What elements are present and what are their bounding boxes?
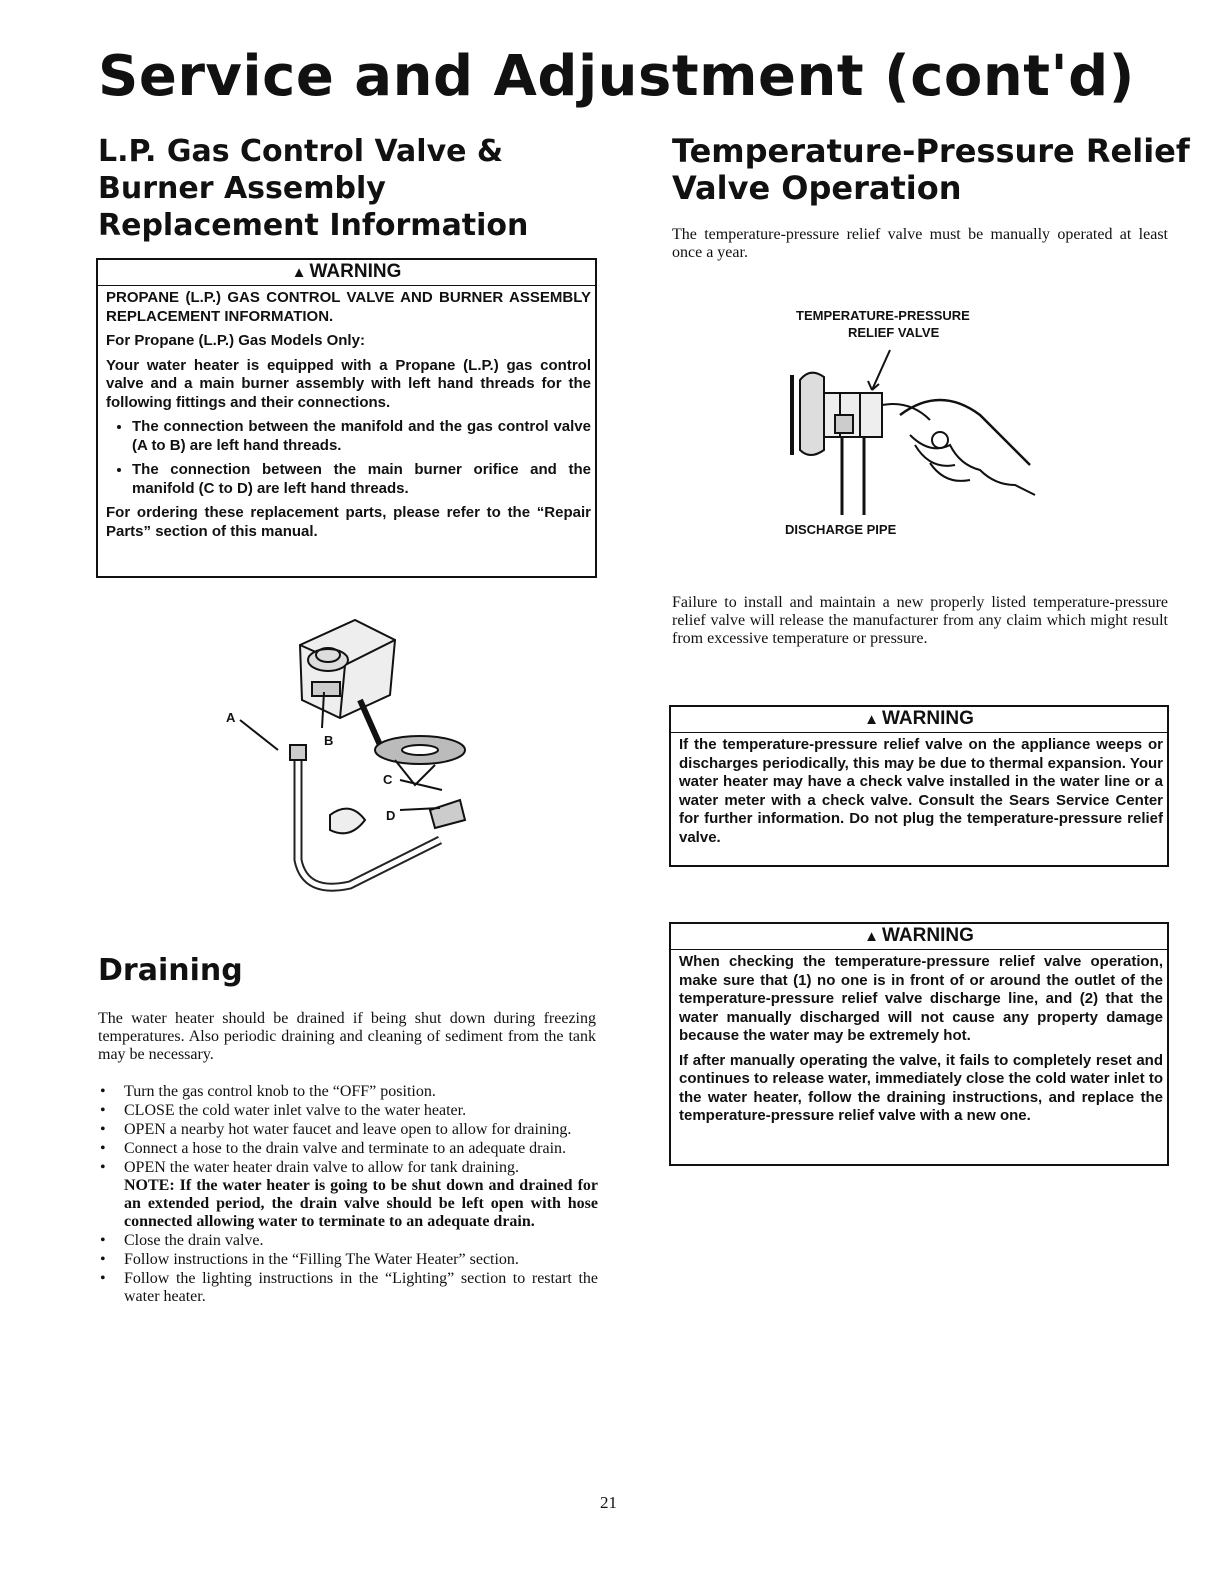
draining-intro: The water heater should be drained if being shut down during freezing temperatures. Also periodic draining and cleaning of sediment from the tank may be necessary. [98,1010,596,1063]
draining-steps [98,1083,598,1307]
figure-label-discharge-pipe: DISCHARGE PIPE [785,522,897,537]
lp-valve-burner-figure [220,600,520,900]
lp-valve-heading: L.P. Gas Control Valve & Burner Assembly Replacement Information [98,134,529,243]
warning-triangle-icon: ▲ [291,264,307,281]
tpr-warning-box [669,705,1169,867]
warning-models: For Propane (L.P.) Gas Models Only: [106,332,365,349]
draining-step: • Close the drain valve. [98,1232,598,1250]
draining-step: • Turn the gas control knob to the “OFF” position. [98,1083,598,1101]
draining-note: NOTE: If the water heater is going to be shut down and drained for an extended period, the drain valve should be left open with hose connected allowing water to terminate to an adequate drain. [124,1177,598,1230]
warning-paragraph: If after manually operating the valve, it fails to completely reset and continues to release water, immediately close the cold water inlet to the water heater, follow the draining instructions, and replace the temperature-pressure relief valve with a new one. [679,1051,1163,1124]
warning-ordering: For ordering these replacement parts, please refer to the “Repair Parts” section of this manual. [106,504,591,540]
figure-label-b: B [324,733,334,748]
tpr-intro: The temperature-pressure relief valve must be manually operated at least once a year. [672,226,1168,261]
draining-heading: Draining [98,953,243,988]
draining-step: • CLOSE the cold water inlet valve to the water heater. [98,1102,598,1120]
draining-step: • Connect a hose to the drain valve and terminate to an adequate drain. [98,1140,598,1158]
draining-step: • Follow instructions in the “Filling The Water Heater” section. [98,1251,598,1269]
draining-step: • OPEN the water heater drain valve to allow for tank draining. NOTE: If the water heater is going to be shut down and drained for an extended period, the drain valve should be left open with hose connected allowing water to terminate to an adequate drain. [98,1159,598,1231]
figure-label-tpr-line2: RELIEF VALVE [848,325,940,340]
tpr-operation-warning-box [669,922,1169,1166]
warning-triangle-icon: ▲ [864,711,880,728]
draining-step: • OPEN a nearby hot water faucet and leave open to allow for draining. [98,1121,598,1139]
warning-title: ▲ WARNING [671,707,1167,733]
lp-warning-box [96,258,597,578]
figure-label-tpr-line1: TEMPERATURE-PRESSURE [796,308,970,323]
figure-label-d: D [386,808,396,823]
draining-step: • Follow the lighting instructions in the “Lighting” section to restart the water heater. [98,1270,598,1306]
warning-bullet: • The connection between the manifold and the gas control valve (A to B) are left hand threads. [132,418,591,455]
warning-paragraph: When checking the temperature-pressure relief valve operation, make sure that (1) no one is in front of or around the outlet of the temperature-pressure relief valve discharge line, and (2) that the water manually discharged will not cause any property damage because the water may be extremely hot. [679,953,1163,1044]
warning-triangle-icon: ▲ [864,928,880,945]
warning-title: ▲ WARNING [671,924,1167,950]
warning-title: ▲ WARNING [98,260,595,286]
tpr-failure-text: Failure to install and maintain a new properly listed temperature-pressure relief valve will release the manufacturer from any claim which might result from excessive temperature or pressure. [672,594,1168,647]
warning-headline: PROPANE (L.P.) GAS CONTROL VALVE AND BURNER ASSEMBLY REPLACEMENT INFORMATION. [106,289,591,325]
warning-bullet: • The connection between the main burner orifice and the manifold (C to D) are left hand threads. [132,461,591,498]
page-number: 21 [600,1493,617,1512]
figure-label-c: C [383,772,393,787]
warning-body: If the temperature-pressure relief valve on the appliance weeps or discharges periodically, this may be due to thermal expansion. Your water heater may have a check valve installed in the water line or a water meter with a check valve. Consult the Sears Service Center for further information. Do not plug the temperature-pressure relief valve. [679,736,1163,846]
tpr-valve-heading: Temperature-Pressure Relief Valve Operation [672,132,1190,207]
page-title: Service and Adjustment (cont'd) [98,44,1135,109]
figure-label-a: A [226,710,236,725]
tpr-valve-figure [780,345,1050,525]
warning-bullets [106,418,591,498]
warning-intro: Your water heater is equipped with a Propane (L.P.) gas control valve and a main burner assembly with left hand threads for the following fittings and their connections. [106,356,591,411]
